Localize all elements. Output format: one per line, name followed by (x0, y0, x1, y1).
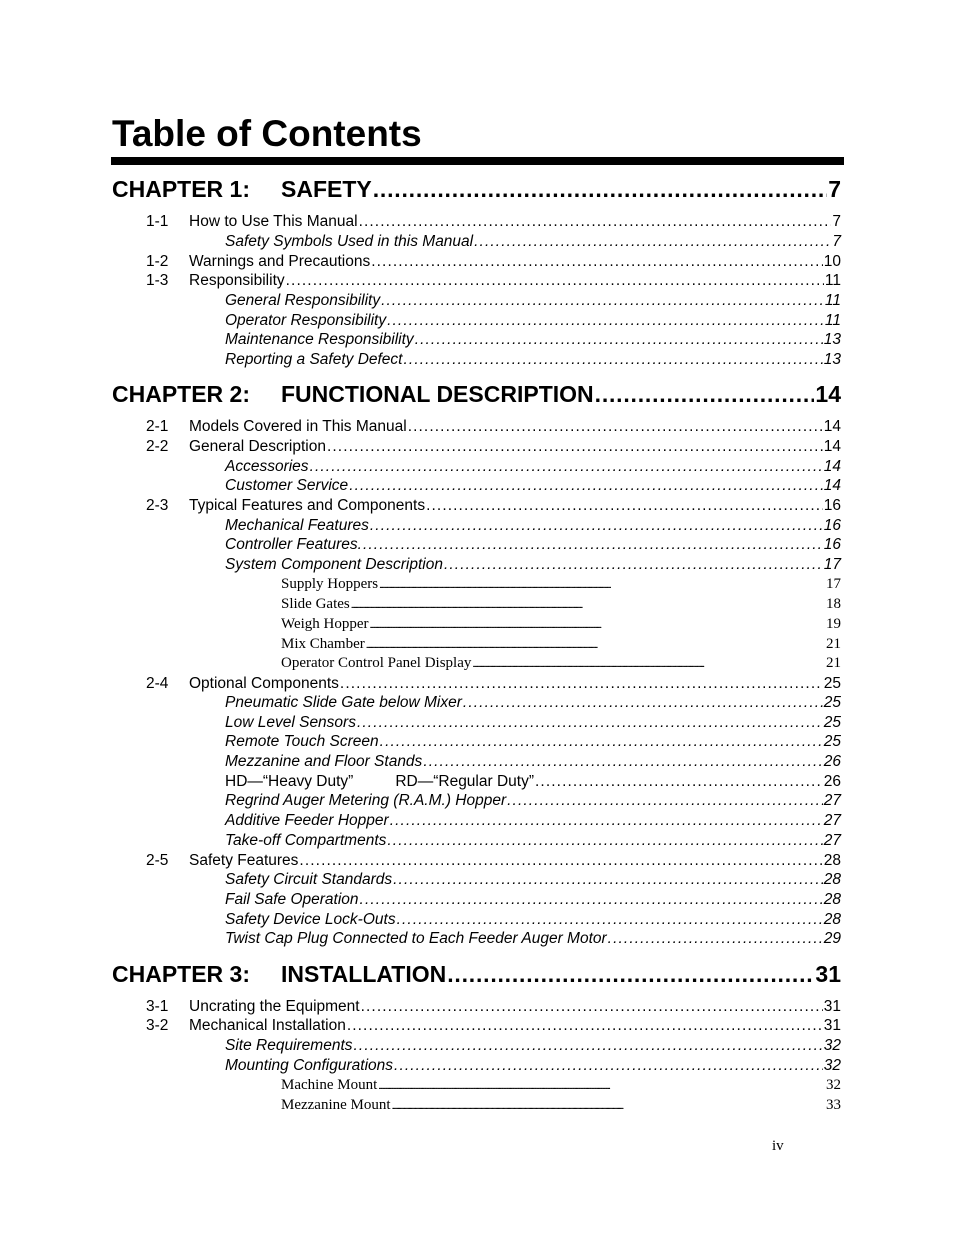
entry-text: Safety Device Lock-Outs (225, 911, 396, 928)
toc-entry-title (112, 381, 594, 408)
toc-subsection[interactable] (0, 458, 954, 478)
toc-entry-title (225, 233, 473, 251)
toc-topic[interactable] (0, 616, 954, 636)
toc-section[interactable] (0, 272, 954, 292)
entry-text: Mix Chamber (281, 636, 365, 652)
toc-entry-title (146, 418, 407, 436)
dot-leader (447, 961, 814, 988)
toc-entry-title (225, 773, 534, 791)
toc-entry-title (281, 1077, 377, 1094)
entry-text: Mezzanine Mount (281, 1097, 391, 1113)
toc-section[interactable] (0, 1017, 954, 1037)
entry-text: Take-off Compartments (225, 832, 387, 849)
chapter-number: CHAPTER 1: (112, 176, 251, 202)
entry-text: INSTALLATION (281, 961, 447, 987)
page-number: 11 (824, 272, 841, 289)
dot-leader (393, 871, 823, 889)
toc-subsection[interactable] (0, 233, 954, 253)
entry-text-secondary: RD—“Regular Duty” (395, 773, 534, 790)
page-number: 11 (824, 312, 841, 329)
toc-topic[interactable] (0, 1097, 954, 1117)
toc-subsection[interactable] (0, 517, 954, 537)
toc-topic[interactable] (0, 636, 954, 656)
page-number: 31 (815, 961, 841, 987)
page-number: 16 (823, 497, 841, 514)
entry-text: Maintenance Responsibility (225, 331, 414, 348)
toc-subsection[interactable] (0, 694, 954, 714)
toc-entry-title (225, 792, 506, 810)
dot-leader (366, 636, 825, 653)
entry-text: Customer Service (225, 477, 349, 494)
dot-leader (397, 911, 823, 929)
page-number: 32 (823, 1037, 841, 1054)
toc-entry-title (225, 832, 386, 850)
entry-text: Regrind Auger Metering (R.A.M.) Hopper (225, 792, 507, 809)
entry-text: Fail Safe Operation (225, 891, 359, 908)
dot-leader (595, 381, 815, 408)
section-number: 2-2 (146, 438, 169, 455)
toc-chapter[interactable] (0, 176, 954, 206)
title-rule (111, 157, 844, 165)
toc-entry-title (281, 576, 378, 593)
page-number: 28 (823, 871, 841, 888)
entry-text: General Responsibility (225, 292, 381, 309)
entry-text: Operator Responsibility (225, 312, 387, 329)
entry-text: Reporting a Safety Defect (225, 351, 403, 368)
dot-leader (404, 351, 823, 369)
dot-leader (310, 458, 823, 476)
toc-topic[interactable] (0, 655, 954, 675)
section-number: 1-1 (146, 213, 169, 230)
entry-text: Controller Features. (225, 536, 362, 553)
dot-leader (387, 832, 822, 850)
entry-text: FUNCTIONAL DESCRIPTION (281, 381, 594, 407)
chapter-number: CHAPTER 3: (112, 961, 251, 987)
toc-entry-title (225, 1037, 353, 1055)
page-number: 19 (826, 616, 841, 632)
toc-entry-title (225, 930, 607, 948)
dot-leader (380, 733, 823, 751)
dot-leader (373, 176, 827, 203)
toc-topic[interactable] (0, 1077, 954, 1097)
dot-leader (361, 998, 823, 1016)
toc-entry-title (281, 655, 471, 672)
dot-leader (378, 1077, 825, 1094)
entry-text: Machine Mount (281, 1077, 378, 1093)
page-number: 7 (832, 233, 841, 250)
dot-leader (340, 675, 823, 693)
page-number: 26 (823, 753, 841, 770)
toc-entry-title (225, 351, 403, 369)
dot-leader (371, 253, 823, 271)
entry-text: HD—“Heavy Duty” (225, 773, 354, 790)
entry-text: Models Covered in This Manual (189, 418, 407, 435)
entry-text: Optional Components (189, 675, 339, 692)
page-number: 14 (823, 438, 841, 455)
toc-entry-title (225, 694, 462, 712)
dot-leader (357, 714, 823, 732)
dot-leader (349, 477, 823, 495)
toc-entry-title (225, 536, 362, 554)
dot-leader (535, 773, 823, 791)
toc-entry-title (146, 438, 326, 456)
toc-subsection[interactable] (0, 891, 954, 911)
toc-entry-title (225, 292, 380, 310)
page-number: 14 (823, 418, 841, 435)
entry-text: Additive Feeder Hopper (225, 812, 389, 829)
dot-leader (394, 1057, 823, 1075)
page-folio: iv (772, 1138, 784, 1154)
toc-entry-title (225, 891, 359, 909)
dot-leader (472, 655, 825, 672)
page-number: 14 (815, 381, 841, 407)
entry-text: Remote Touch Screen (225, 733, 379, 750)
dot-leader (423, 753, 822, 771)
entry-text: Mechanical Installation (189, 1017, 346, 1034)
dot-leader (363, 536, 823, 554)
toc-entry-title (225, 812, 389, 830)
dot-leader (408, 418, 823, 436)
entry-text: Warnings and Precautions (189, 253, 371, 270)
dot-leader (387, 312, 824, 330)
toc-entry-title (225, 331, 414, 349)
section-number: 1-3 (146, 272, 169, 289)
entry-text: How to Use This Manual (189, 213, 358, 230)
toc-section[interactable] (0, 418, 954, 438)
toc-subsection[interactable] (0, 911, 954, 931)
toc-subsection[interactable] (0, 556, 954, 576)
page-number: 31 (823, 1017, 841, 1034)
toc-topic[interactable] (0, 576, 954, 596)
chapter-number: CHAPTER 2: (112, 381, 251, 407)
toc-section[interactable] (0, 253, 954, 273)
dot-leader (381, 292, 824, 310)
dot-leader (286, 272, 824, 290)
toc-entry-title (146, 852, 298, 870)
toc-entry-title (146, 497, 425, 515)
entry-text: Site Requirements (225, 1037, 353, 1054)
page-number: 16 (823, 536, 841, 553)
page-number: 25 (823, 733, 841, 750)
section-number: 3-1 (146, 998, 169, 1015)
page-number: 27 (823, 832, 841, 849)
page-number: 29 (823, 930, 841, 947)
toc-subsection[interactable] (0, 930, 954, 950)
toc-entry-title (225, 517, 369, 535)
toc-entry-title (225, 753, 422, 771)
entry-text: Mounting Configurations (225, 1057, 394, 1074)
toc-entry-title (112, 961, 446, 988)
dot-leader (426, 497, 823, 515)
entry-text: Accessories (225, 458, 309, 475)
toc-subsection[interactable] (0, 792, 954, 812)
entry-text: Low Level Sensors (225, 714, 356, 731)
entry-text: Pneumatic Slide Gate below Mixer (225, 694, 462, 711)
toc-entry-title (225, 312, 386, 330)
dot-leader (370, 616, 825, 633)
page-number: 13 (823, 351, 841, 368)
toc-topic[interactable] (0, 596, 954, 616)
toc-section[interactable] (0, 998, 954, 1018)
dot-leader (327, 438, 823, 456)
page-number: 16 (823, 517, 841, 534)
page-number: 7 (828, 176, 841, 202)
dot-leader (608, 930, 823, 948)
toc-entry-title (225, 714, 356, 732)
entry-text: SAFETY (281, 176, 372, 202)
entry-text: General Description (189, 438, 326, 455)
entry-text: Safety Features (189, 852, 299, 869)
dot-leader (390, 812, 823, 830)
page-number: 27 (823, 792, 841, 809)
dot-leader (354, 1037, 823, 1055)
entry-text: Operator Control Panel Display (281, 655, 472, 671)
toc-subsection[interactable] (0, 536, 954, 556)
page-number: 28 (823, 911, 841, 928)
toc-chapter[interactable] (0, 381, 954, 411)
toc-entry-title (146, 675, 339, 693)
page-number: 25 (823, 675, 841, 692)
toc-subsection[interactable] (0, 832, 954, 852)
toc-section[interactable] (0, 497, 954, 517)
entry-text: Uncrating the Equipment (189, 998, 360, 1015)
toc-subsection[interactable] (0, 1057, 954, 1077)
entry-text: Safety Symbols Used in this Manual (225, 233, 474, 250)
toc-entry-title (146, 213, 358, 231)
toc-section[interactable] (0, 213, 954, 233)
toc-section[interactable] (0, 438, 954, 458)
toc-subsection[interactable] (0, 351, 954, 371)
section-number: 2-4 (146, 675, 169, 692)
entry-text: Mechanical Features (225, 517, 369, 534)
toc-entry-title (281, 1097, 391, 1114)
entry-text: Supply Hoppers (281, 576, 379, 592)
toc-entry-title (225, 477, 348, 495)
dot-leader (379, 576, 825, 593)
page-number: 33 (826, 1097, 841, 1113)
toc-subsection[interactable] (0, 753, 954, 773)
toc-chapter[interactable] (0, 961, 954, 991)
toc-entry-title (281, 616, 369, 633)
dot-leader (347, 1017, 823, 1035)
page-number: 21 (826, 655, 841, 671)
toc-subsection[interactable] (0, 714, 954, 734)
toc-subsection[interactable] (0, 812, 954, 832)
page-number: 18 (826, 596, 841, 612)
section-number: 3-2 (146, 1017, 169, 1034)
toc-section[interactable] (0, 852, 954, 872)
page-number: 28 (823, 852, 841, 869)
toc-entry-title (281, 636, 365, 653)
dot-leader (370, 517, 823, 535)
entry-text: System Component Description (225, 556, 443, 573)
page-number: 28 (823, 891, 841, 908)
toc-entry-title (225, 1057, 393, 1075)
entry-text: Responsibility (189, 272, 285, 289)
dot-leader (463, 694, 823, 712)
toc-entry-title (146, 272, 285, 290)
dot-leader (359, 213, 832, 231)
toc-entry-title (112, 176, 372, 203)
page-number: 31 (823, 998, 841, 1015)
section-number: 1-2 (146, 253, 169, 270)
dot-leader (360, 891, 823, 909)
entry-text: Safety Circuit Standards (225, 871, 393, 888)
entry-text: Slide Gates (281, 596, 350, 612)
page-number: 11 (824, 292, 841, 309)
dot-leader (351, 596, 825, 613)
toc-entry-title (281, 596, 350, 613)
toc-entry-title (225, 458, 309, 476)
dot-leader (474, 233, 831, 251)
toc-entry-title (146, 253, 370, 271)
dot-leader (392, 1097, 825, 1114)
toc-subsection[interactable] (0, 773, 954, 793)
section-number: 2-5 (146, 852, 169, 869)
toc-subsection[interactable] (0, 871, 954, 891)
page-number: 17 (826, 576, 841, 592)
page-number: 27 (823, 812, 841, 829)
toc-subsection[interactable] (0, 292, 954, 312)
section-number: 2-3 (146, 497, 169, 514)
section-number: 2-1 (146, 418, 169, 435)
toc-subsection[interactable] (0, 733, 954, 753)
toc-entry-title (225, 911, 396, 929)
dot-leader (507, 792, 823, 810)
toc-section[interactable] (0, 675, 954, 695)
page-number: 32 (823, 1057, 841, 1074)
dot-leader (299, 852, 822, 870)
page-number: 32 (826, 1077, 841, 1093)
dot-leader (444, 556, 823, 574)
page-number: 7 (832, 213, 841, 230)
page-number: 14 (823, 477, 841, 494)
toc-subsection[interactable] (0, 331, 954, 351)
toc-subsection[interactable] (0, 312, 954, 332)
toc-subsection[interactable] (0, 477, 954, 497)
entry-text: Weigh Hopper (281, 616, 369, 632)
page-title: Table of Contents (112, 113, 422, 154)
toc-entry-title (225, 556, 443, 574)
entry-text: Twist Cap Plug Connected to Each Feeder Auger Motor (225, 930, 607, 947)
page-number: 21 (826, 636, 841, 652)
page-number: 25 (823, 714, 841, 731)
page-number: 25 (823, 694, 841, 711)
page-number: 26 (823, 773, 841, 790)
page-number: 17 (823, 556, 841, 573)
page-number: 14 (823, 458, 841, 475)
toc-entry-title (146, 998, 360, 1016)
page-number: 13 (823, 331, 841, 348)
toc-entry-title (225, 733, 379, 751)
toc-entry-title (146, 1017, 346, 1035)
entry-text: Typical Features and Components (189, 497, 426, 514)
toc-subsection[interactable] (0, 1037, 954, 1057)
dot-leader (415, 331, 823, 349)
toc-entry-title (225, 871, 392, 889)
entry-text: Mezzanine and Floor Stands (225, 753, 423, 770)
page-number: 10 (823, 253, 841, 270)
